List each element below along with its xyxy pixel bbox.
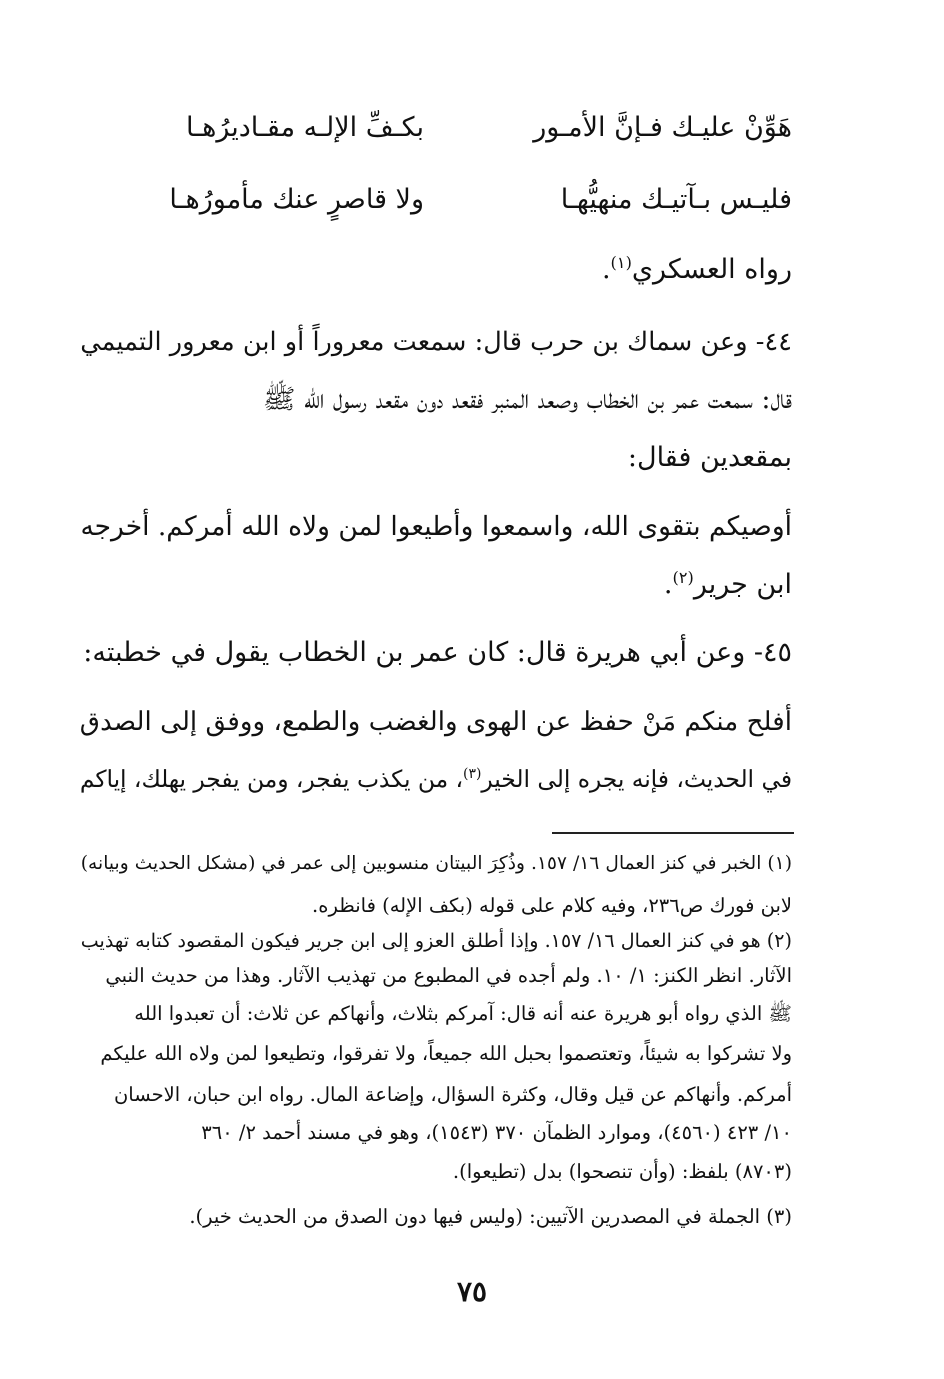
footnote-2-line-2: الآثار. انظر الكنز: ١/ ١٠. ولم أجده في المطبوع من تهذيب الآثار. وهذا من حديث النبي — [105, 964, 792, 987]
hadith-45-line-1: ٤٥- وعن أبي هريرة قال: كان عمر بن الخطاب يقول في خطبته: — [83, 637, 792, 668]
footnote-separator — [552, 832, 794, 834]
narration-period: . — [601, 254, 611, 285]
footnote-ref-3: (٣) — [463, 766, 482, 783]
poem-line-1-second-hemistich: بكـفِّ الإلـه مقـاديرُهـا — [185, 112, 424, 143]
narration-text: رواه العسكري — [631, 254, 792, 285]
quote-period: . — [663, 569, 673, 600]
footnote-2-line-7: (٨٧٠٣) بلفظ: (وأن تنصحوا) بدل (تطيعوا). — [452, 1160, 792, 1183]
footnote-1-line-2: لابن فورك ص٢٣٦، وفيه كلام على قوله (بكف الإله) فانظره. — [312, 894, 792, 917]
footnote-2-line-4: ولا تشركوا به شيئاً، وتعتصموا بحبل الله جميعاً، ولا تفرقوا، وتطيعوا لمن ولاه الله عليكم — [100, 1042, 792, 1065]
hadith-45-quote-line-1: أفلح منكم مَنْ حفظ عن الهوى والغضب والطمع، ووفق إلى الصدق — [79, 707, 792, 737]
footnote-2-line-1: (٢) هو في كنز العمال ١٦/ ١٥٧. وإذا أطلق العزو إلى ابن جرير فيكون المقصود كتابه تهذيب — [80, 929, 792, 952]
hadith-45-quote-line-2 — [80, 760, 792, 800]
hadith-44-line-1: ٤٤- وعن سماك بن حرب قال: سمعت معروراً أو ابن معرور التميمي — [80, 327, 792, 357]
footnote-2-line-5: أمركم. وأنهاكم عن قيل وقال، وكثرة السؤال، وإضاعة المال. رواه ابن حبان، الاحسان — [113, 1083, 792, 1106]
poem-line-2-second-hemistich: ولا قاصرٍ عنك مأمورُهـا — [169, 184, 424, 215]
hadith-44-line-3: بمقعدين فقال: — [627, 442, 792, 473]
page-number: ٧٥ — [456, 1275, 488, 1308]
footnote-ref-2: (٢) — [672, 568, 694, 587]
quote-text-a: في الحديث، فإنه يجره إلى الخير — [481, 766, 792, 793]
narration-al-askari — [602, 250, 792, 290]
poem-line-2-first-hemistich: فليـس بـآتيـك منهيُّهـا — [560, 184, 792, 215]
footnote-ref-1: (١) — [610, 253, 632, 272]
quote-text: ابن جرير — [693, 569, 792, 600]
footnote-3-line-1: (٣) الجملة في المصدرين الآتيين: (وليس فيها دون الصدق من الحديث خير). — [189, 1205, 792, 1228]
hadith-44-line-2: قال: سمعت عمر بن الخطاب وصعد المنبر فقعد دون مقعد رسول الله ﷺ — [262, 384, 792, 415]
footnote-2-line-3: ﷺ الذي رواه أبو هريرة عنه أنه قال: آمركم بثلاث، وأنهاكم عن ثلاث: أن تعبدوا الله — [134, 1002, 792, 1025]
poem-line-1-first-hemistich: هَوِّنْ عليـك فـإنَّ الأمـور — [533, 112, 792, 143]
footnote-1-line-1: (١) الخبر في كنز العمال ١٦/ ١٥٧. وذُكِرَ البيتان منسوبين إلى عمر في (مشكل الحديث وبيانه) — [80, 853, 792, 874]
footnote-2-line-6: ١٠/ ٤٢٣ (٤٥٦٠)، وموارد الظمآن ٣٧٠ (١٥٤٣)، وهو في مسند أحمد ٢/ ٣٦٠ — [201, 1121, 792, 1144]
hadith-44-quote-line-2 — [664, 565, 792, 605]
hadith-44-quote-line-1: أوصيكم بتقوى الله، واسمعوا وأطيعوا لمن ولاه الله أمركم. أخرجه — [80, 511, 792, 542]
quote-text-b: ، من يكذب يفجر، ومن يفجر يهلك، إياكم — [79, 766, 463, 793]
